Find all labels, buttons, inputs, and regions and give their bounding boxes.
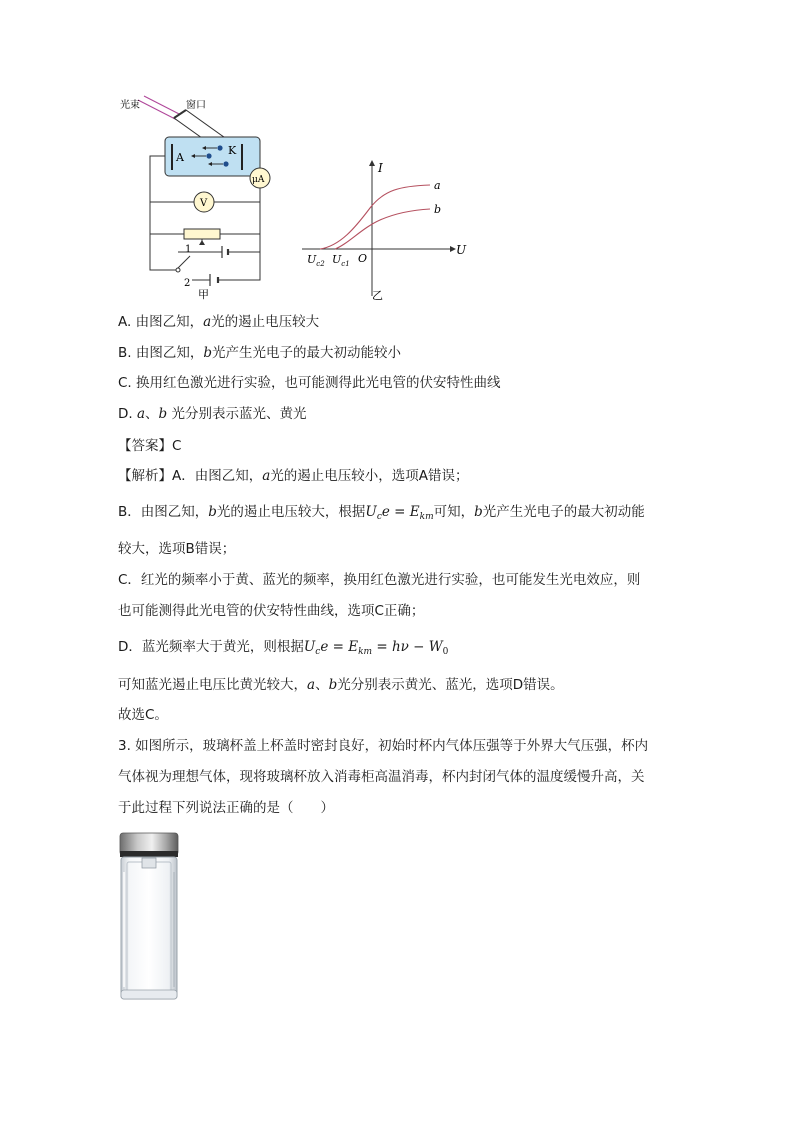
electron-3	[223, 161, 228, 166]
analysis-line-3: 较大，选项B错误；	[118, 541, 236, 557]
cup-body	[121, 857, 177, 999]
microammeter-label: μA	[252, 175, 265, 185]
anode-label: A	[176, 151, 184, 164]
voltmeter-label: V	[200, 198, 208, 209]
curve-b-label: b	[434, 203, 442, 216]
curve-a-label: a	[434, 179, 441, 192]
answer-line: 【答案】C	[118, 438, 182, 454]
analysis-line-8: 故选C。	[118, 707, 168, 723]
option-d: D. a、b 光分别表示蓝光、黄光	[118, 406, 307, 422]
electron-1	[217, 145, 222, 150]
option-c: C. 换用红色激光进行实验，也可能测得此光电管的伏安特性曲线	[118, 375, 501, 391]
cup-base	[121, 990, 177, 999]
option-a: A. 由图乙知，a光的遏止电压较大	[118, 314, 320, 330]
rheostat-slider	[199, 240, 205, 245]
analysis-line-7: 可知蓝光遏止电压比黄光较大，a、b光分别表示黄光、蓝光，选项D错误。	[118, 677, 564, 693]
uc2-label: $U_{c2}$	[307, 253, 325, 268]
uc1-label: $U_{c1}$	[332, 253, 350, 268]
glass-cup-picture	[118, 832, 182, 1002]
figure-jia-circuit	[112, 92, 282, 304]
origin-label: O	[358, 252, 368, 265]
rheostat	[184, 229, 220, 239]
switch-pivot	[176, 268, 180, 272]
cathode-label: K	[228, 144, 237, 157]
curve-a	[320, 185, 430, 249]
cup-infuser	[142, 858, 156, 868]
option-b: B. 由图乙知，b光产生光电子的最大初动能较小	[118, 345, 402, 361]
electron-2	[206, 153, 211, 158]
question-3-line-3: 于此过程下列说法正确的是（ ）	[118, 800, 334, 816]
figure-yi-caption: 乙	[372, 289, 383, 302]
figure-jia-caption: 甲	[198, 288, 209, 301]
axis-u-label: U	[456, 243, 467, 257]
curve-b	[335, 209, 430, 249]
question-3-line-1: 3. 如图所示，玻璃杯盖上杯盖时密封良好，初始时杯内气体压强等于外界大气压强，杯内	[118, 738, 649, 754]
formula-uce-ekm: $U_ce = E_{km}$	[365, 504, 434, 522]
figure-yi-graph	[300, 156, 475, 306]
switch-pos-2-label: 2	[184, 278, 191, 289]
analysis-line-4: C．红光的频率小于黄、蓝光的频率，换用红色激光进行实验，也可能发生光电效应，则	[118, 572, 641, 588]
axis-i-label: I	[378, 161, 383, 175]
analysis-line-1: 【解析】A．由图乙知，a光的遏止电压较小，选项A错误；	[118, 468, 469, 484]
question-3-line-2: 气体视为理想气体，现将玻璃杯放入消毒柜高温消毒，杯内封闭气体的温度缓慢升高，关	[118, 769, 645, 785]
window-label: 窗口	[186, 100, 206, 111]
analysis-line-6: D．蓝光频率大于黄光，则根据$U_ce = E_{km} = h\nu - W_0$	[118, 639, 449, 657]
cup-lid-band	[120, 851, 178, 857]
beam-label: 光束	[120, 100, 140, 111]
analysis-line-2: B．由图乙知，b光的遏止电压较大，根据$U_ce = E_{km}$可知，b光产生光电子的最大初动能	[118, 504, 645, 522]
formula-photoelectric: $U_ce = E_{km} = h\nu - W_0$	[303, 639, 449, 657]
analysis-line-5: 也可能测得此光电管的伏安特性曲线，选项C正确；	[118, 603, 425, 619]
switch-pos-1-label: 1	[185, 244, 192, 255]
switch-lever	[178, 256, 190, 268]
